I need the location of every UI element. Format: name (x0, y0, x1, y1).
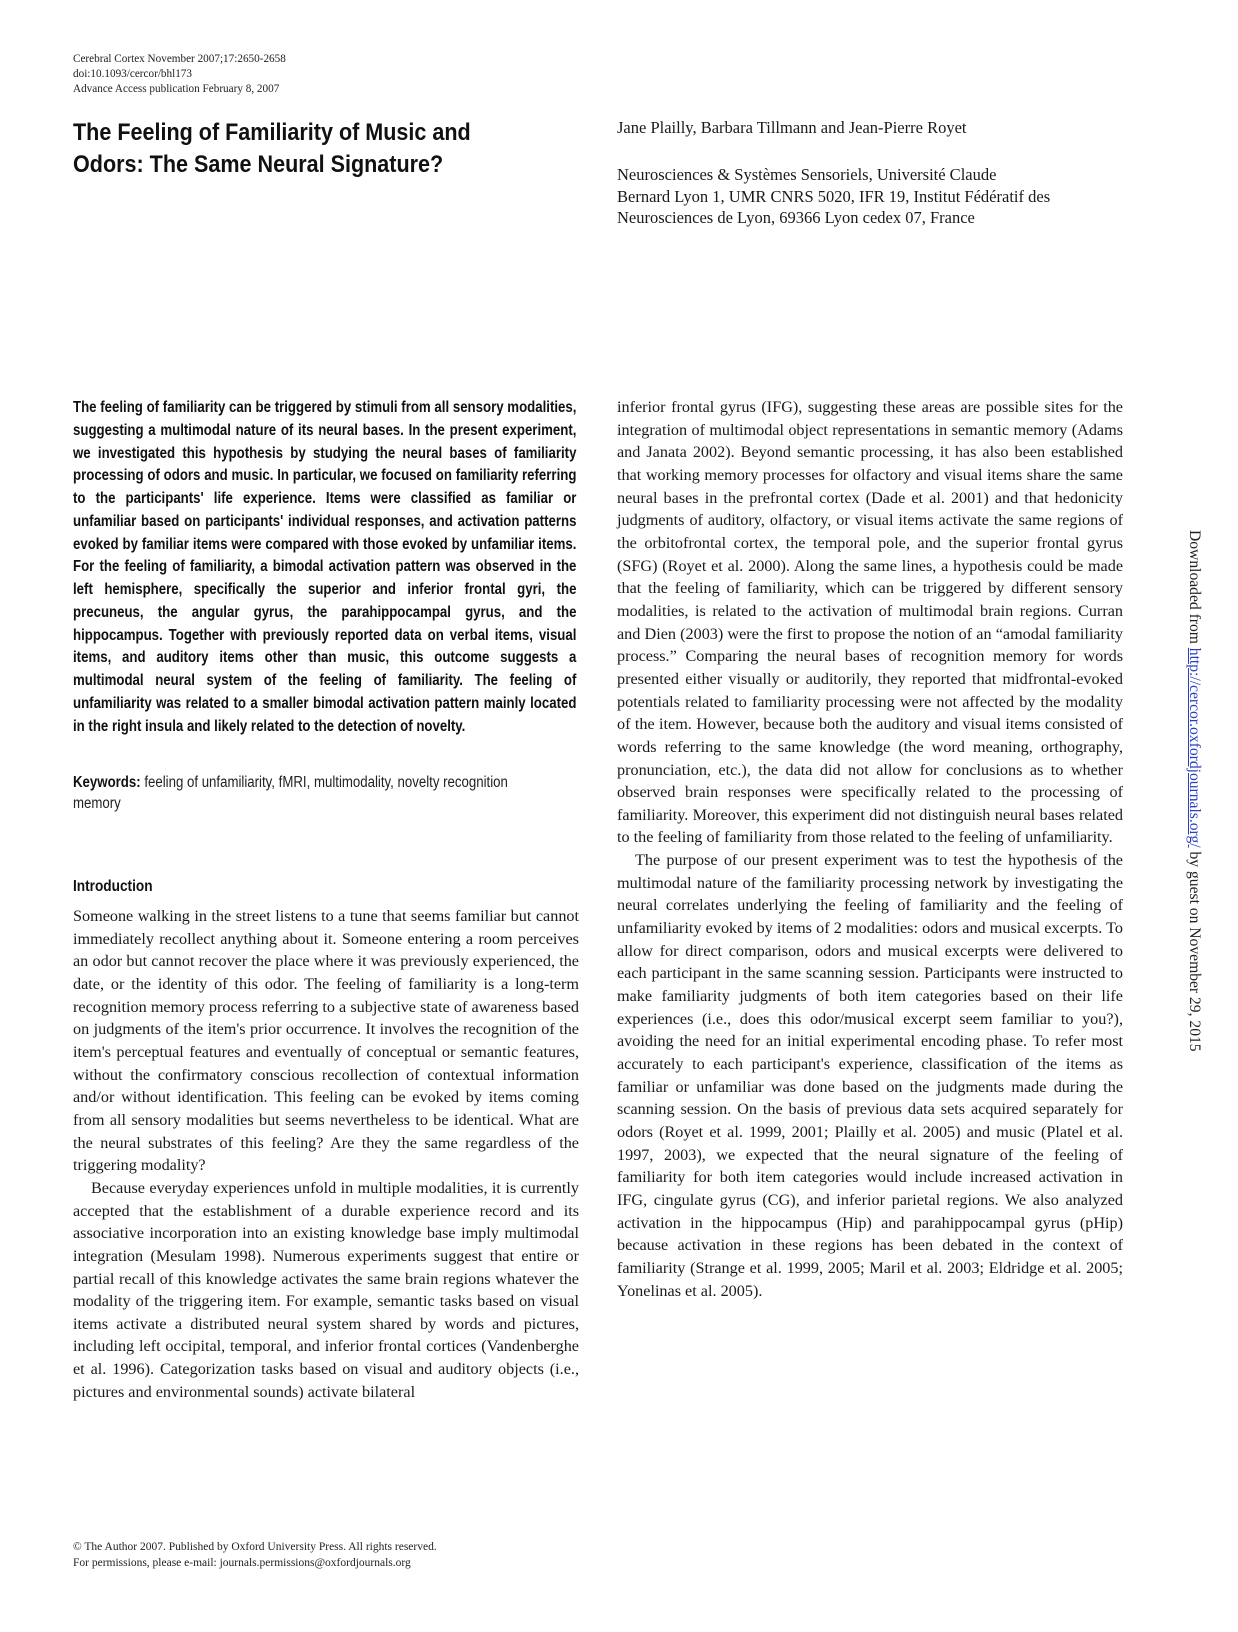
affiliation-line: Neurosciences de Lyon, 69366 Lyon cedex 07, France (617, 208, 975, 227)
journal-doi: doi:10.1093/cercor/bhl173 (73, 68, 192, 80)
body-paragraph: inferior frontal gyrus (IFG), suggesting these areas are possible sites for the integration of multimodal object representations in semantic memory (Adams and Janata 2002). Beyond semantic processing, it has also been established that working memory processes for olfactory and visual items share the same neural bases in the prefrontal cortex (Dade et al. 2001) and that hedonicity judgments of auditory, olfactory, or visual items activate the same regions of the orbitofrontal cortex, the temporal pole, and the superior frontal gyrus (SFG) (Royet et al. 2000). Along the same lines, a hypothesis could be made that the feeling of familiarity, which can be triggered by different sensory modalities, is related to the activation of multimodal brain regions. Curran and Dien (2003) were the first to propose the notion of an “amodal familiarity process.” Comparing the neural bases of recognition memory for words presented either visually or auditorily, they reported that midfrontal-evoked potentials related to familiarity processing were not affected by the modality of the item. However, because both the auditory and visual items consisted of words referring to the same knowledge (the word meaning, orthography, pronunciation, etc.), the data did not allow for conclusions as to whether observed brain responses were specifically related to the processing of familiarity. Moreover, this experiment did not distinguish neural bases related to the feeling of familiarity from those related to the feeling of unfamiliarity. (617, 398, 1123, 847)
article-title: The Feeling of Familiarity of Music and Odors: The Same Neural Signature? (73, 119, 471, 178)
affiliation-line: Bernard Lyon 1, UMR CNRS 5020, IFR 19, Institut Fédératif des (617, 186, 1051, 206)
journal-citation: Cerebral Cortex November 2007;17:2650-2658 (73, 53, 286, 65)
keywords-text: feeling of unfamiliarity, fMRI, multimodality, novelty recognition memory (73, 774, 508, 812)
download-watermark (1185, 530, 1203, 1052)
copyright-notice: © The Author 2007. Published by Oxford University Press. All rights reserved. (73, 1541, 437, 1553)
introduction-heading: Introduction (73, 878, 153, 895)
footer (73, 1539, 593, 1571)
body-paragraph: Someone walking in the street listens to a tune that seems familiar but cannot immediately recollect anything about it. Someone entering a room perceives an odor but cannot recover the place where it was previously experienced, the date, or the identity of this odor. The feeling of familiarity is a long-term recognition memory process referring to a subjective state of awareness based on judgments of the item's prior occurrence. It involves the recognition of the item's perceptual features and eventually of conceptual or semantic features, without the confirmatory conscious recollection of contextual information and/or without identification. This feeling can be evoked by items coming from all sensory modalities but seems nevertheless to be identical. What are the neural substrates of this feeling? Are they the same regardless of the triggering modality? (73, 907, 579, 1175)
body-paragraph: Because everyday experiences unfold in multiple modalities, it is currently accepted that the establishment of a durable experience record and its associative incorporation into an existing knowledge base imply multimodal integration (Mesulam 1998). Numerous experiments suggest that entire or partial recall of this knowledge activates the same brain regions whatever the modality of the triggering item. For example, semantic tasks based on visual items activate a distributed neural system shared by words and pictures, including left occipital, temporal, and inferior frontal cortices (Vandenberghe et al. 1996). Categorization tasks based on visual and auditory objects (i.e., pictures and environmental sounds) activate bilateral (73, 1178, 579, 1401)
body-column-right (617, 396, 1123, 1302)
keywords-label: Keywords: (73, 774, 141, 791)
permissions-notice: For permissions, please e-mail: journals.permissions@oxfordjournals.org (73, 1557, 411, 1569)
download-prefix: Downloaded from (1186, 530, 1203, 648)
keywords (73, 772, 557, 814)
body-paragraph: The purpose of our present experiment was to test the hypothesis of the multimodal nature of the familiarity processing network by investigating the neural correlates underlying the feeling of familiarity and the feeling of unfamiliarity evoked by items of 2 modalities: odors and musical excerpts. To allow for direct comparison, odors and musical excerpts were delivered to each participant in the same scanning session. Participants were instructed to make familiarity judgments of both item categories based on their life experiences (i.e., does this odor/musical excerpt seem familiar to you?), avoiding the need for an initial experimental encoding phase. To refer most accurately to each participant's experience, classification of the items as familiar or unfamiliar was done based on the judgments made during the scanning session. On the basis of previous data sets acquired separately for odors (Royet et al. 1999, 2001; Plailly et al. 2005) and music (Platel et al. 1997, 2003), we expected that the neural signature of the feeling of familiarity for both item categories would include increased activation in IFG, cingulate gyrus (CG), and inferior parietal regions. We also analyzed activation in the hippocampus (Hip) and parahippocampal gyrus (pHip) because activation in these regions has been debated in the context of familiarity (Strange et al. 1999, 2005; Maril et al. 2003; Eldridge et al. 2005; Yonelinas et al. 2005). (617, 851, 1123, 1300)
author-affiliation (617, 164, 1117, 229)
journal-access-date: Advance Access publication February 8, 2007 (73, 83, 280, 95)
abstract: The feeling of familiarity can be triggered by stimuli from all sensory modalities, suggesting a multimodal nature of its neural bases. In the present experiment, we investigated this hypothesis by studying the neural bases of familiarity processing of odors and music. In particular, we focused on familiarity referring to the participants' life experience. Items were classified as familiar or unfamiliar based on participants' individual responses, and activation patterns evoked by familiar items were compared with those evoked by unfamiliar items. For the feeling of familiarity, a bimodal activation pattern was observed in the left hemisphere, specifically the superior and inferior frontal gyri, the precuneus, the angular gyrus, the parahippocampal gyrus, and the hippocampus. Together with previously reported data on verbal items, visual items, and auditory items other than music, this outcome suggests a multimodal neural system of the feeling of familiarity. The feeling of unfamiliarity was related to a smaller bimodal activation pattern mainly located in the right insula and likely related to the detection of novelty. (73, 399, 577, 735)
article-authors: Jane Plailly, Barbara Tillmann and Jean-Pierre Royet (617, 118, 967, 137)
body-column-left (73, 905, 579, 1403)
journal-link[interactable]: http://cercor.oxfordjournals.org/ (1186, 647, 1203, 848)
journal-citation-block (73, 52, 473, 97)
download-suffix: by guest on November 29, 2015 (1186, 847, 1203, 1052)
affiliation-line: Neurosciences & Systèmes Sensoriels, Université Claude (617, 165, 997, 184)
